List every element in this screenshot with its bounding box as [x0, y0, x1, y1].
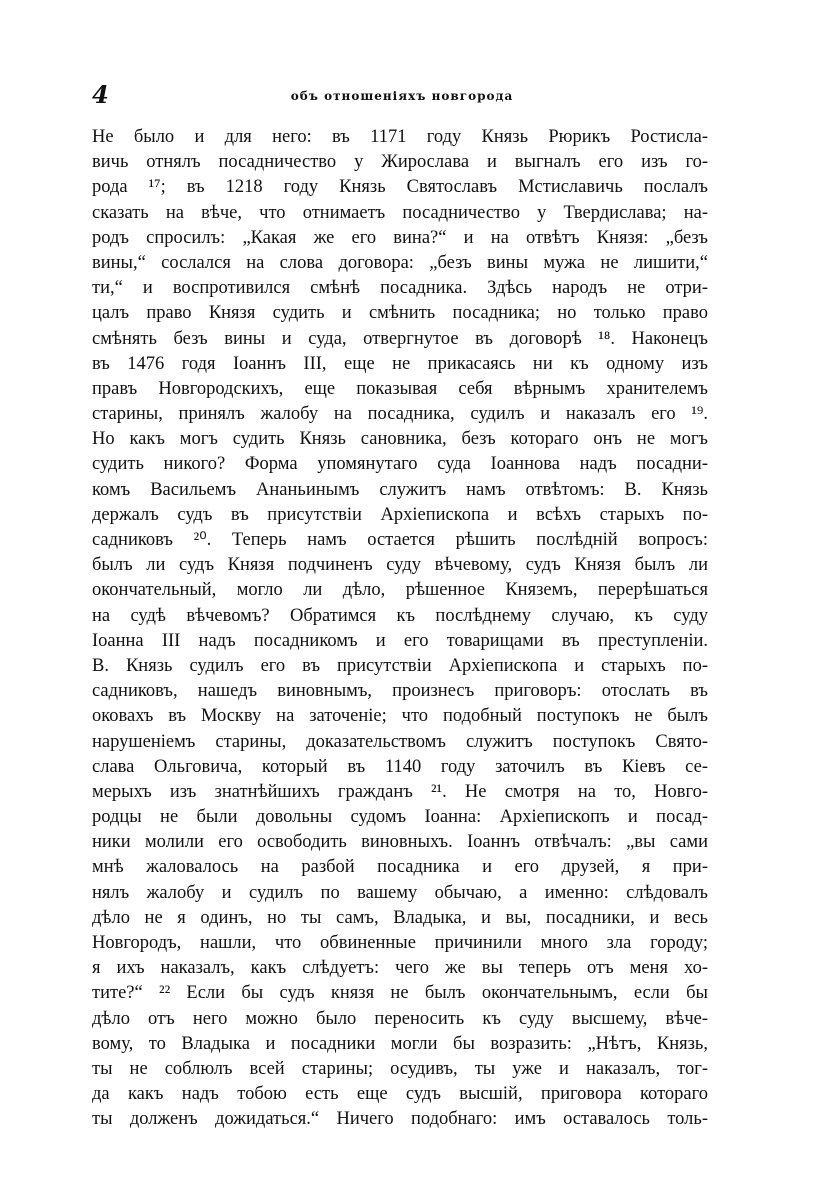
text-line: старины, принялъ жалобу на посадника, судилъ и наказалъ его ¹⁹. [92, 404, 708, 425]
page-header [92, 80, 712, 110]
text-line: въ 1476 годя Іоаннъ III, еще не прикасаясь ни къ одному изъ [92, 353, 708, 374]
text-line: сказать на вѣче, что отнимаетъ посадничество у Твердислава; на- [92, 202, 708, 223]
text-line: дѣло отъ него можно было переносить къ суду высшему, вѣче- [92, 1008, 708, 1029]
text-line: ты не соблюлъ всей старины; осудивъ, ты уже и наказалъ, тог- [92, 1058, 708, 1079]
text-line: да какъ надъ тобою есть еще судъ высшій, приговора котораго [92, 1084, 708, 1105]
text-line: оковахъ въ Москву на заточеніе; что подобный поступокъ не былъ [92, 706, 708, 727]
text-line: цалъ право Князя судить и смѣнить посадника; но только право [92, 303, 708, 324]
text-line: рода ¹⁷; въ 1218 году Князь Святославъ Мстиславичь послалъ [92, 177, 708, 198]
text-line: ты долженъ дожидаться.“ Ничего подобнаго: имъ оставалось толь- [92, 1109, 708, 1130]
text-line: тите?“ ²² Если бы судъ князя не былъ окончательнымъ, если бы [92, 983, 708, 1004]
text-line: родъ спросилъ: „Какая же его вина?“ и на отвѣтъ Князя: „безъ [92, 227, 708, 248]
text-line: смѣнять безъ вины и суда, отвергнутое въ договорѣ ¹⁸. Наконецъ [92, 328, 708, 349]
text-line: комъ Васильемъ Ананьинымъ служитъ намъ отвѣтомъ: В. Князь [92, 479, 708, 500]
text-line: Іоанна III надъ посадникомъ и его товарищами въ преступленіи. [92, 630, 708, 651]
text-line: вичь отнялъ посадничество у Жирослава и выгналъ его изъ го- [92, 152, 708, 173]
text-line: держалъ судъ въ присутствіи Архіепископа и всѣхъ старыхъ по- [92, 504, 708, 525]
text-line: я ихъ наказалъ, какъ слѣдуетъ: чего же вы теперь отъ меня хо- [92, 958, 708, 979]
body-text [92, 125, 708, 1133]
text-line: садниковъ, нашедъ виновнымъ, произнесъ приговоръ: отослать въ [92, 681, 708, 702]
text-line: дѣло не я одинъ, но ты самъ, Владыка, и вы, посадники, и весь [92, 907, 708, 928]
text-line: слава Ольговича, который въ 1140 году заточилъ въ Кіевъ се- [92, 756, 708, 777]
text-line: нялъ жалобу и судилъ по вашему обычаю, а именно: слѣдовалъ [92, 882, 708, 903]
text-line: родцы не были довольны судомъ Іоанна: Архіепископъ и посад- [92, 807, 708, 828]
text-line: Новгородъ, нашли, что обвиненные причинили много зла городу; [92, 933, 708, 953]
text-line: правъ Новгородскихъ, еще показывая себя вѣрнымъ хранителемъ [92, 378, 708, 399]
text-line: Но какъ могъ судить Князь сановника, безъ котораго онъ не могъ [92, 429, 708, 450]
page-number: 4 [92, 80, 109, 109]
text-line: судить никого? Форма упомянутаго суда Іоаннова надъ посадни- [92, 454, 708, 475]
text-line: В. Князь судилъ его въ присутствіи Архіепископа и старыхъ по- [92, 655, 708, 676]
text-line: вины,“ сослался на слова договора: „безъ вины мужа не лишити,“ [92, 252, 708, 273]
text-line: мерыхъ изъ знатнѣйшихъ гражданъ ²¹. Не смотря на то, Новго- [92, 781, 708, 802]
text-line: Не было и для него: въ 1171 году Князь Рюрикъ Ростисла- [92, 127, 708, 147]
text-line: вому, то Владыка и посадники могли бы возразить: „Нѣтъ, Князь, [92, 1033, 708, 1054]
text-line: на судѣ вѣчевомъ? Обратимся къ послѣднему случаю, къ суду [92, 605, 708, 626]
text-line: мнѣ жаловалось на разбой посадника и его друзей, я при- [92, 857, 708, 878]
text-line: ники молили его освободить виновныхъ. Іоаннъ отвѣчалъ: „вы сами [92, 832, 708, 853]
text-line: ти,“ и воспротивился смѣнѣ посадника. Здѣсь народъ не отри- [92, 278, 708, 299]
text-line: былъ ли судъ Князя подчиненъ суду вѣчевому, судъ Князя былъ ли [92, 555, 708, 576]
text-line: садниковъ ²⁰. Теперь намъ остается рѣшить послѣдній вопросъ: [92, 530, 708, 550]
text-line: окончательный, могло ли дѣло, рѣшенное Княземъ, перерѣшаться [92, 580, 708, 601]
running-title: объ отношеніяхъ новгорода [290, 89, 514, 103]
text-line: нарушеніемъ старины, доказательствомъ служитъ поступокъ Свято- [92, 731, 708, 752]
